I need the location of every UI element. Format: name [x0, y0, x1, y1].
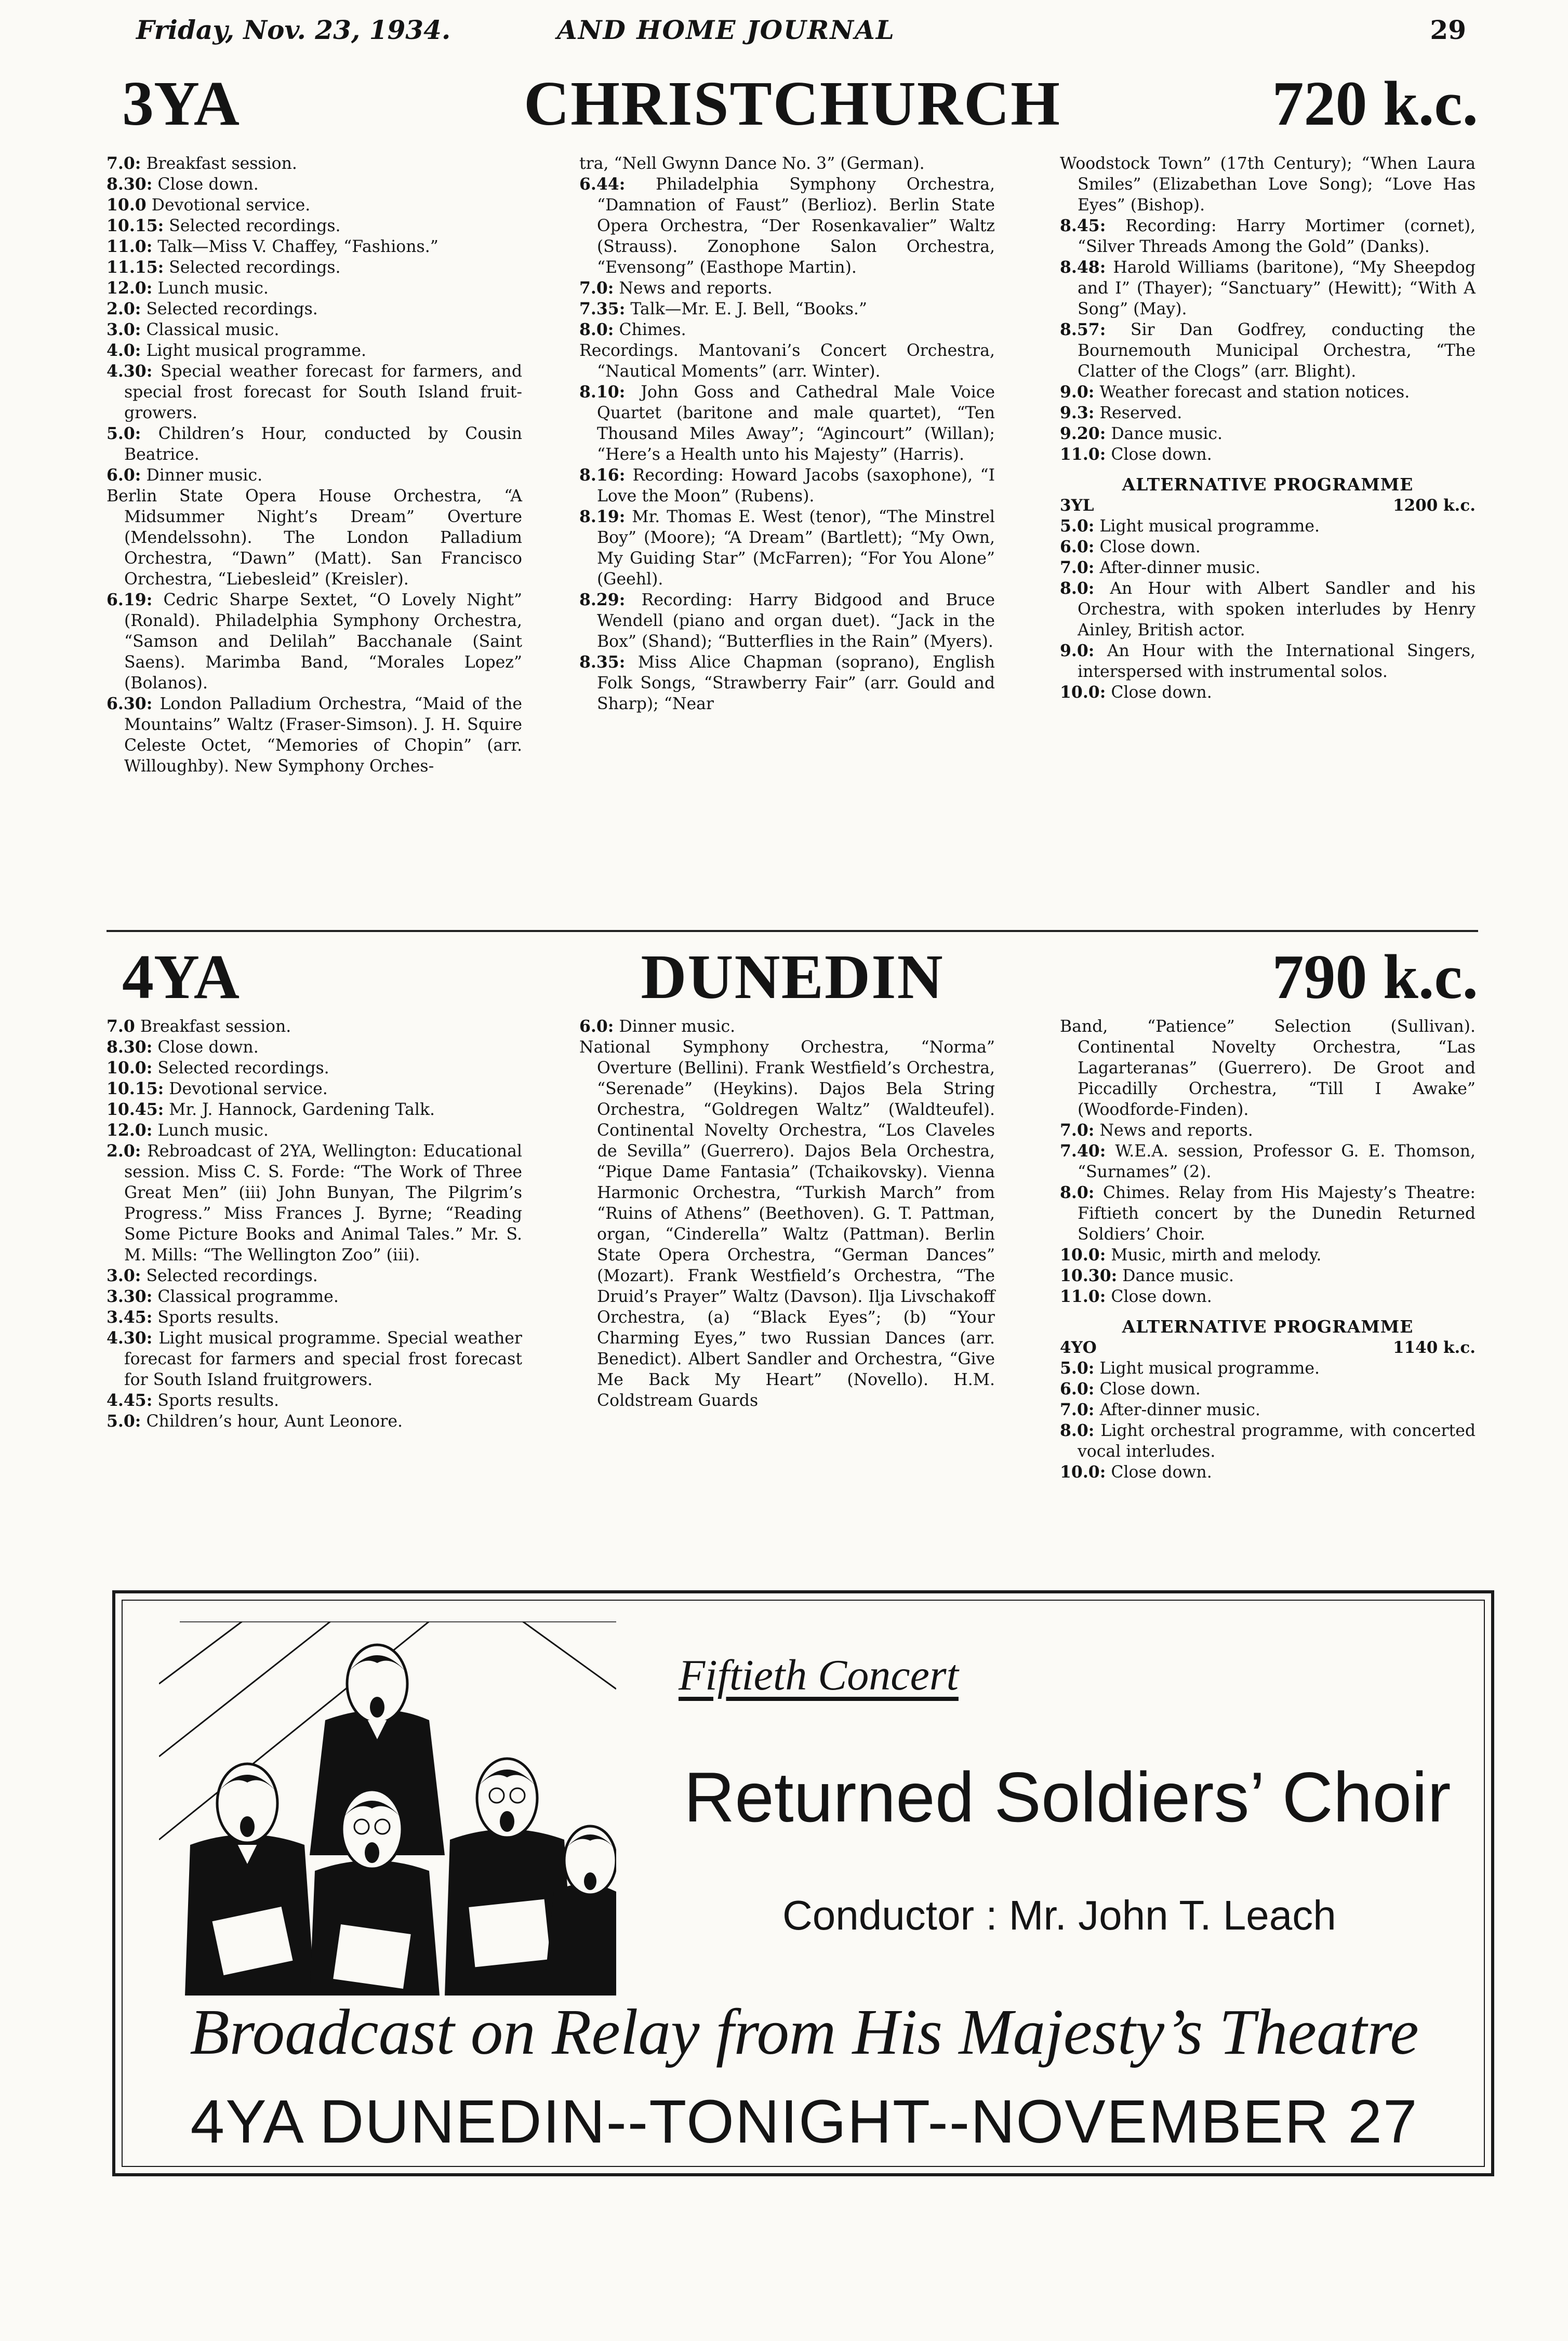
programme-entry [107, 257, 522, 278]
ad-subtitle: Fiftieth Concert [679, 1651, 959, 1699]
choir-illustration [159, 1621, 616, 1996]
programme-description: Talk—Miss V. Chaffey, “Fashions.” [157, 237, 438, 256]
programme-entry [1060, 682, 1476, 703]
programme-time: 10.30: [1060, 1266, 1118, 1285]
programme-description: Selected recordings. [169, 258, 341, 277]
programme-time: 11.0: [1060, 445, 1106, 464]
programme-entry [107, 153, 522, 174]
programme-time: 8.35: [579, 653, 626, 672]
programme-entry [107, 1286, 522, 1307]
programme-entry [107, 1307, 522, 1328]
station-3ya-freq: 720 k.c. [1272, 69, 1478, 139]
programme-time: 11.15: [107, 258, 164, 277]
programme-time: 7.35: [579, 299, 626, 318]
programme-entry [107, 1079, 522, 1099]
programme-description: Children’s hour, Aunt Leonore. [146, 1412, 403, 1431]
programme-description: Light musical programme. Special weather forecast for farmers and special frost forecast for South Island fruitgrowers. [124, 1329, 522, 1389]
programme-time: 9.3: [1060, 403, 1095, 422]
programme-entry [107, 216, 522, 236]
programme-time: 2.0: [107, 299, 141, 318]
programme-time: 8.10: [579, 382, 626, 402]
programme-description: Chimes. [619, 321, 686, 339]
programme-description: Mr. J. Hannock, Gardening Talk. [169, 1100, 435, 1119]
programme-entry [1060, 557, 1476, 578]
programme-entry [107, 278, 522, 299]
programme-description: News and reports. [619, 279, 773, 298]
programme-description: Reserved. [1099, 404, 1182, 422]
programme-entry [107, 1390, 522, 1411]
programme-entry [107, 195, 522, 216]
programme-description: Berlin State Opera House Orchestra, “A Midsummer Night’s Dream” Overture (Mendelssohn). The London Palladium Orchestra, “Dawn” (Matt). San Francisco Orchestra, “Liebesleid” (Kreisler). [107, 487, 522, 589]
programme-description: Children’s Hour, conducted by Cousin Beatrice. [124, 424, 523, 464]
programme-description: Light musical programme. [1099, 1359, 1320, 1378]
programme-time: 8.19: [579, 507, 626, 526]
programme-time: 3.0: [107, 1266, 141, 1285]
programme-time: 10.0 [107, 195, 147, 215]
alt-station-call: 4YO [1060, 1338, 1097, 1357]
programme-entry [1060, 1286, 1476, 1307]
programme-description: Talk—Mr. E. J. Bell, “Books.” [630, 300, 868, 318]
section-divider [107, 930, 1478, 932]
programme-entry [579, 299, 995, 320]
programme-description: News and reports. [1099, 1121, 1253, 1140]
programme-entry [107, 1058, 522, 1079]
programme-entry [579, 590, 995, 652]
programme-description: W.E.A. session, Professor G. E. Thomson, “Surnames” (2). [1078, 1142, 1476, 1181]
programme-time: 4.45: [107, 1391, 153, 1410]
programme-description: Band, “Patience” Selection (Sullivan). Continental Novelty Orchestra, “Las Lagarteranas” (Guerrero). De Groot and Piccadilly Orchestra, “Till I Awake” (Woodforde-Finden). [1060, 1017, 1476, 1119]
programme-time: 10.15: [107, 1079, 164, 1098]
programme-time: 7.0 [107, 1017, 135, 1036]
programme-time: 6.0: [1060, 1379, 1095, 1399]
station-3ya-col1 [107, 153, 522, 777]
programme-description: Mr. Thomas E. West (tenor), “The Minstrel Boy” (Moore); “A Dream” (Bartlett); “My Own, My Guiding Star” (McFarren); “For You Alone” (Geehl). [597, 508, 995, 589]
programme-time: 11.0: [107, 237, 153, 256]
programme-description: Lunch music. [157, 1121, 269, 1140]
programme-description: Light musical programme. [1099, 517, 1320, 536]
programme-time: 7.0: [107, 154, 141, 173]
programme-entry [107, 361, 522, 423]
programme-time: 8.0: [579, 320, 614, 339]
page-header [136, 15, 1466, 61]
programme-entry [1060, 1182, 1476, 1245]
programme-description: Cedric Sharpe Sextet, “O Lovely Night” (Ronald). Philadelphia Symphony Orchestra, “Samson and Delilah” Bacchanale (Saint Saens). Marimba Band, “Morales Lopez” (Bolanos). [124, 591, 523, 693]
programme-description: John Goss and Cathedral Male Voice Quartet (baritone and male quartet), “Ten Thousand Miles Away”; “Agincourt” (Willan); “Here’s a Health unto his Majesty” (Harris). [597, 383, 995, 464]
programme-entry [107, 174, 522, 195]
alt-station-freq: 1200 k.c. [1392, 496, 1476, 515]
programme-entry [107, 486, 522, 590]
programme-entry [107, 340, 522, 361]
programme-entry [107, 1099, 522, 1120]
programme-time: 10.0: [1060, 683, 1106, 702]
programme-description: Close down. [157, 1038, 259, 1057]
programme-time: 7.0: [1060, 558, 1095, 577]
programme-description: Close down. [1111, 1287, 1212, 1306]
station-4ya-col3 [1060, 1016, 1476, 1483]
programme-description: Rebroadcast of 2YA, Wellington: Educational session. Miss C. S. Forde: “The Work of Three Great Men” (iii) John Bunyan, The Pilgrim’s Progress.” Miss Frances J. Byrne; “Reading Some Picture Books and Animal Tales.” Mr. S. M. Mills: “The Wellington Zoo” (iii). [124, 1142, 523, 1265]
programme-entry [1060, 1141, 1476, 1182]
programme-entry [107, 1328, 522, 1390]
programme-time: 11.0: [1060, 1287, 1106, 1306]
programme-description: An Hour with the International Singers, interspersed with instrumental solos. [1078, 642, 1476, 681]
programme-time: 8.30: [107, 1038, 153, 1057]
station-4ya-section [107, 938, 1478, 1567]
programme-entry [579, 382, 995, 465]
ad-inner-border [122, 1600, 1485, 2167]
programme-entry [1060, 216, 1476, 257]
programme-description: Recording: Harry Bidgood and Bruce Wendell (piano and organ duet). “Jack in the Box” (Shand); “Butterflies in the Rain” (Myers). [597, 591, 995, 651]
programme-entry [1060, 1379, 1476, 1400]
programme-entry [107, 1411, 522, 1432]
programme-description: After-dinner music. [1099, 558, 1260, 577]
programme-time: 7.0: [1060, 1121, 1095, 1140]
programme-time: 3.30: [107, 1287, 153, 1306]
station-3ya-schedule [1060, 153, 1476, 465]
programme-time: 6.30: [107, 694, 153, 713]
programme-description: Devotional service. [169, 1080, 328, 1098]
programme-time: 8.57: [1060, 320, 1106, 339]
programme-description: Sports results. [157, 1391, 280, 1410]
alt-station-line [1060, 1337, 1476, 1358]
programme-description: Recordings. Mantovani’s Concert Orchestra, “Nautical Moments” (arr. Winter). [579, 341, 995, 381]
station-3ya-city: CHRISTCHURCH [523, 69, 1061, 139]
programme-time: 4.30: [107, 362, 153, 381]
programme-entry [1060, 1420, 1476, 1462]
alt-programme-list [1060, 516, 1476, 703]
programme-description: Close down. [1111, 445, 1212, 464]
programme-entry [1060, 423, 1476, 444]
station-4ya-call: 4YA [122, 942, 240, 1012]
station-4ya-col2 [579, 1016, 995, 1411]
alt-programme-heading: ALTERNATIVE PROGRAMME [1122, 474, 1414, 495]
alt-programme-list [1060, 1358, 1476, 1483]
programme-description: Breakfast session. [140, 1017, 291, 1036]
programme-entry [579, 652, 995, 714]
programme-entry [107, 1141, 522, 1266]
alt-station-freq: 1140 k.c. [1392, 1338, 1476, 1357]
ad-title: Returned Soldiers’ Choir [684, 1758, 1451, 1837]
programme-time: 9.0: [1060, 382, 1095, 402]
programme-entry [1060, 444, 1476, 465]
programme-time: 3.45: [107, 1308, 153, 1327]
programme-description: Classical music. [146, 321, 280, 339]
programme-description: Selected recordings. [146, 1267, 318, 1285]
station-3ya-title [107, 65, 1478, 153]
programme-description: Dance music. [1111, 424, 1223, 443]
programme-description: After-dinner music. [1099, 1401, 1260, 1419]
programme-entry [1060, 1245, 1476, 1266]
programme-entry [107, 1016, 522, 1037]
programme-description: Special weather forecast for farmers, and special frost forecast for South Island fruit-growers. [124, 362, 522, 422]
programme-time: 9.0: [1060, 641, 1095, 660]
programme-entry [579, 153, 995, 174]
programme-time: 7.0: [1060, 1400, 1095, 1419]
station-3ya-col2 [579, 153, 995, 714]
programme-time: 8.29: [579, 590, 626, 609]
programme-entry [107, 590, 522, 694]
programme-entry [107, 299, 522, 320]
programme-time: 10.0: [1060, 1462, 1106, 1482]
programme-entry [1060, 1400, 1476, 1420]
ad-conductor: Conductor : Mr. John T. Leach [782, 1892, 1336, 1938]
issue-date: Friday, Nov. 23, 1934. [136, 15, 451, 45]
programme-time: 10.0: [1060, 1245, 1106, 1265]
programme-entry [1060, 537, 1476, 557]
programme-description: Philadelphia Symphony Orchestra, “Damnation of Faust” (Berlioz). Berlin State Opera Orchestra, “Der Rosenkavalier” Waltz (Strauss). Zonophone Salon Orchestra, “Evensong” (Easthope Martin). [597, 175, 995, 277]
programme-entry [579, 1016, 995, 1037]
programme-entry [1060, 641, 1476, 682]
programme-entry [107, 236, 522, 257]
programme-entry [107, 1037, 522, 1058]
station-3ya-call: 3YA [122, 69, 240, 139]
ad-bottom-line: 4YA DUNEDIN--TONIGHT--NOVEMBER 27 [190, 2087, 1418, 2156]
programme-description: Sports results. [157, 1308, 280, 1327]
programme-time: 8.0: [1060, 1421, 1095, 1440]
page-number: 29 [1430, 15, 1466, 45]
programme-entry [1060, 403, 1476, 423]
programme-description: Lunch music. [157, 279, 269, 298]
programme-description: National Symphony Orchestra, “Norma” Overture (Bellini). Frank Westfield’s Orchestra, “Serenade” (Heykins). Dajos Bela String Orchestra, “Goldregen Waltz” (Waldteufel). Continental Novelty Orchestra, “Los Claveles de Sevilla” (Guerrero). Dajos Bela Orchestra, “Pique Dame Fantasia” (Tchaikovsky). Vienna Harmonic Orchestra, “Turkish March” from “Ruins of Athens” (Beethoven). G. T. Pattman, organ, “Cinderella” Waltz (Pattman). Berlin State Opera Orchestra, “German Dances” (Mozart). Frank Westfield’s Orchestra, “The Druid’s Prayer” Waltz (Davson). Ilja Livschakoff Orchestra, (a) “Black Eyes”; (b) “Your Charming Eyes,” two Russian Dances (arr. Benedict). Albert Sandler and Orchestra, “Give Me Back My Heart” (Novello). H.M. Coldstream Guards [579, 1038, 995, 1410]
programme-entry [579, 278, 995, 299]
programme-description: Classical programme. [157, 1287, 339, 1306]
programme-description: Selected recordings. [146, 300, 318, 318]
journal-name: AND HOME JOURNAL [557, 15, 895, 45]
programme-time: 7.40: [1060, 1141, 1106, 1161]
programme-description: Light musical programme. [146, 341, 367, 360]
programme-entry [107, 465, 522, 486]
programme-entry [1060, 578, 1476, 641]
programme-entry [1060, 1120, 1476, 1141]
programme-time: 8.0: [1060, 579, 1095, 598]
programme-time: 9.20: [1060, 424, 1106, 443]
programme-description: Light orchestral programme, with concerted vocal interludes. [1078, 1421, 1476, 1461]
programme-entry [1060, 153, 1476, 216]
programme-description: Selected recordings. [169, 217, 341, 235]
programme-description: Selected recordings. [157, 1059, 329, 1078]
programme-time: 6.0: [579, 1017, 614, 1036]
programme-description: Recording: Harry Mortimer (cornet), “Silver Threads Among the Gold” (Danks). [1078, 217, 1476, 256]
station-4ya-title [107, 938, 1478, 1016]
programme-time: 8.0: [1060, 1183, 1095, 1202]
programme-time: 12.0: [107, 1121, 153, 1140]
programme-entry [107, 423, 522, 465]
programme-entry [1060, 1462, 1476, 1483]
programme-time: 5.0: [1060, 516, 1095, 536]
programme-time: 3.0: [107, 320, 141, 339]
programme-description: Close down. [157, 175, 259, 194]
programme-entry [579, 340, 995, 382]
station-4ya-city: DUNEDIN [641, 942, 944, 1012]
programme-description: Dance music. [1122, 1267, 1234, 1285]
programme-time: 6.0: [1060, 537, 1095, 556]
programme-entry [1060, 1358, 1476, 1379]
programme-time: 2.0: [107, 1141, 141, 1161]
programme-description: Close down. [1099, 538, 1201, 556]
station-4ya-freq: 790 k.c. [1272, 942, 1478, 1012]
programme-time: 8.16: [579, 465, 626, 485]
programme-time: 8.48: [1060, 258, 1106, 277]
programme-description: Breakfast session. [146, 154, 297, 173]
station-4ya-schedule [1060, 1016, 1476, 1307]
ad-relay-line: Broadcast on Relay from His Majesty’s Theatre [190, 1997, 1419, 2068]
programme-description: Music, mirth and melody. [1111, 1246, 1322, 1265]
programme-entry [579, 320, 995, 340]
programme-entry [579, 465, 995, 507]
programme-time: 6.19: [107, 590, 153, 609]
programme-description: Devotional service. [151, 196, 311, 215]
programme-description: Chimes. Relay from His Majesty’s Theatre: Fiftieth concert by the Dunedin Returned Soldiers’ Choir. [1078, 1183, 1476, 1244]
programme-time: 5.0: [107, 424, 141, 443]
programme-entry [579, 1037, 995, 1411]
programme-description: Close down. [1111, 1463, 1212, 1482]
station-3ya-col3 [1060, 153, 1476, 703]
programme-entry [107, 694, 522, 777]
programme-time: 8.30: [107, 175, 153, 194]
alt-station-line [1060, 495, 1476, 516]
programme-description: Weather forecast and station notices. [1099, 383, 1410, 402]
concert-advertisement [112, 1590, 1494, 2176]
programme-time: 10.0: [107, 1058, 153, 1078]
programme-time: 4.0: [107, 341, 141, 360]
programme-time: 7.0: [579, 278, 614, 298]
station-3ya-section [107, 65, 1478, 964]
programme-entry [107, 1266, 522, 1286]
alt-station-call: 3YL [1060, 496, 1094, 515]
programme-time: 6.0: [107, 465, 141, 485]
programme-description: Miss Alice Chapman (soprano), English Folk Songs, “Strawberry Fair” (arr. Gould and Sharp); “Near [597, 653, 995, 713]
programme-entry [1060, 1266, 1476, 1286]
programme-entry [1060, 1016, 1476, 1120]
programme-entry [107, 320, 522, 340]
programme-description: Close down. [1111, 683, 1212, 702]
programme-entry [579, 174, 995, 278]
programme-description: Close down. [1099, 1380, 1201, 1399]
programme-description: Dinner music. [146, 466, 263, 485]
programme-entry [1060, 257, 1476, 320]
programme-time: 8.45: [1060, 216, 1106, 235]
station-4ya-col1 [107, 1016, 522, 1432]
programme-time: 10.15: [107, 216, 164, 235]
programme-description: London Palladium Orchestra, “Maid of the Mountains” Waltz (Fraser-Simson). J. H. Squire Celeste Octet, “Memories of Chopin” (arr. Willoughby). New Symphony Orches- [124, 695, 522, 776]
alt-programme-heading: ALTERNATIVE PROGRAMME [1122, 1316, 1414, 1337]
programme-entry [1060, 516, 1476, 537]
programme-entry [1060, 320, 1476, 382]
programme-entry [579, 507, 995, 590]
programme-time: 12.0: [107, 278, 153, 298]
programme-entry [1060, 382, 1476, 403]
programme-time: 10.45: [107, 1100, 164, 1119]
programme-description: tra, “Nell Gwynn Dance No. 3” (German). [579, 154, 925, 173]
programme-time: 5.0: [1060, 1359, 1095, 1378]
programme-description: Recording: Howard Jacobs (saxophone), “I Love the Moon” (Rubens). [597, 466, 995, 506]
programme-description: Sir Dan Godfrey, conducting the Bournemouth Municipal Orchestra, “The Clatter of the Clogs” (arr. Blight). [1078, 321, 1476, 381]
programme-description: Dinner music. [619, 1017, 736, 1036]
programme-time: 4.30: [107, 1328, 153, 1348]
programme-description: Harold Williams (baritone), “My Sheepdog and I” (Thayer); “Sanctuary” (Hewitt); “With A Song” (May). [1078, 258, 1476, 318]
programme-time: 5.0: [107, 1412, 141, 1431]
programme-time: 6.44: [579, 175, 626, 194]
programme-description: Woodstock Town” (17th Century); “When Laura Smiles” (Elizabethan Love Song); “Love Has Eyes” (Bishop). [1060, 154, 1476, 215]
programme-entry [107, 1120, 522, 1141]
programme-description: An Hour with Albert Sandler and his Orchestra, with spoken interludes by Henry Ainley, British actor. [1078, 579, 1476, 640]
